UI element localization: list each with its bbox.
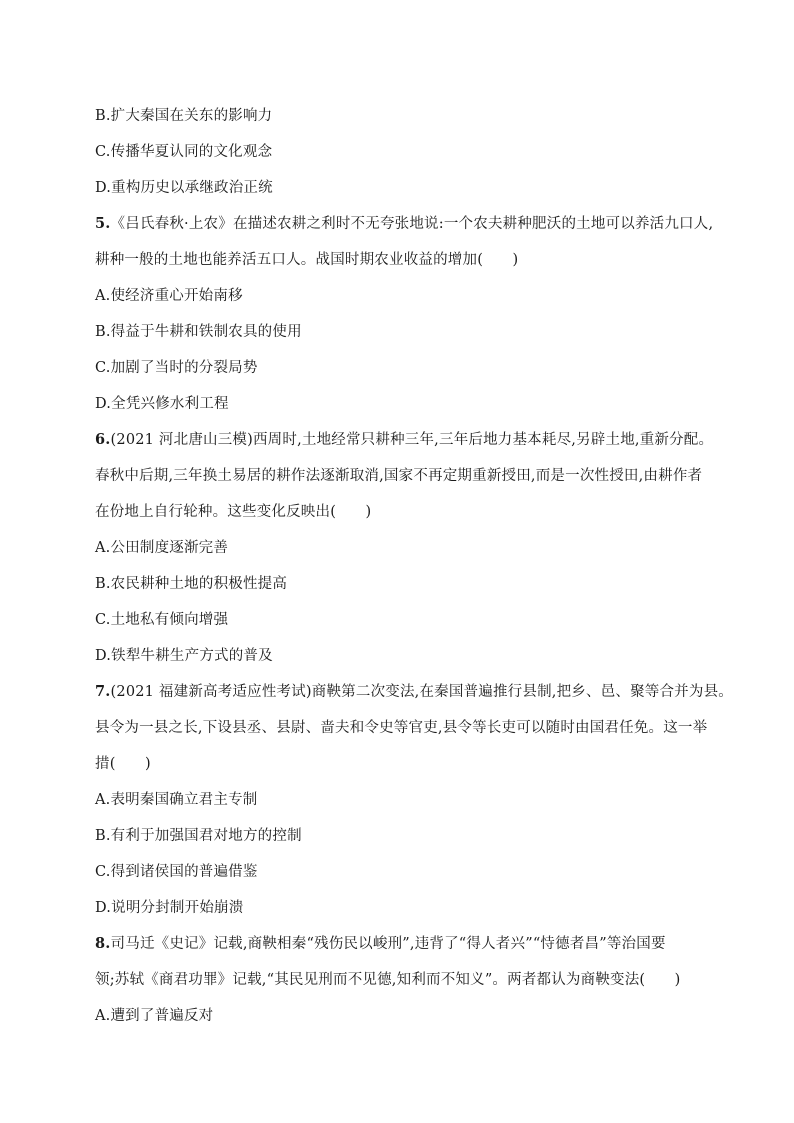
option-c-q6: C.土地私有倾向增强 [95, 612, 229, 628]
question-6-stem: 6.(2021 河北唐山三模)西周时,土地经常只耕种三年,三年后地力基本耗尽,另辟土地,重新分配。 [95, 431, 714, 448]
option-c-q7: C.得到诸侯国的普遍借鉴 [95, 864, 258, 880]
option-c-q4: C.传播华夏认同的文化观念 [95, 144, 273, 160]
option-b-q5: B.得益于牛耕和铁制农具的使用 [95, 324, 302, 340]
option-a-q7: A.表明秦国确立君主专制 [95, 792, 258, 808]
option-a-q5: A.使经济重心开始南移 [95, 288, 243, 304]
option-d-q5: D.全凭兴修水利工程 [95, 396, 229, 412]
option-a-q6: A.公田制度逐渐完善 [95, 540, 229, 556]
option-a-q8: A.遭到了普遍反对 [95, 1008, 214, 1024]
question-8-stem: 8.司马迁《史记》记载,商鞅相秦“残伤民以峻刑”,违背了“得人者兴”“恃德者昌”等治国要 [95, 935, 666, 952]
option-d-q6: D.铁犁牛耕生产方式的普及 [95, 648, 273, 664]
question-7-stem: 7.(2021 福建新高考适应性考试)商鞅第二次变法,在秦国普遍推行县制,把乡、邑、聚等合并为县。 [95, 683, 733, 700]
option-c-q5: C.加剧了当时的分裂局势 [95, 360, 258, 376]
option-d-q7: D.说明分封制开始崩溃 [95, 900, 244, 916]
question-5-stem: 5.《吕氏春秋·上农》在描述农耕之利时不无夸张地说:一个农夫耕种肥沃的土地可以养活九口人, [95, 215, 714, 232]
question-7-stem-cont: 县令为一县之长,下设县丞、县尉、啬夫和令史等官吏,县令等长吏可以随时由国君任免。这一举 [95, 720, 708, 736]
question-5-stem-cont: 耕种一般的土地也能养活五口人。战国时期农业收益的增加( ) [95, 252, 519, 268]
option-d-q4: D.重构历史以承继政治正统 [95, 180, 273, 196]
option-b-q7: B.有利于加强国君对地方的控制 [95, 828, 302, 844]
question-7-stem-cont: 措( ) [95, 756, 151, 772]
question-6-stem-cont: 春秋中后期,三年换土易居的耕作法逐渐取消,国家不再定期重新授田,而是一次性授田,由耕作者 [95, 468, 703, 484]
option-b-q4: B.扩大秦国在关东的影响力 [95, 108, 273, 124]
question-6-stem-cont: 在份地上自行轮种。这些变化反映出( ) [95, 504, 372, 520]
question-number: 7. [95, 683, 111, 700]
question-number: 8. [95, 935, 111, 952]
option-b-q6: B.农民耕种土地的积极性提高 [95, 576, 288, 592]
question-number: 6. [95, 431, 111, 448]
question-number: 5. [95, 215, 111, 232]
question-8-stem-cont: 领;苏轼《商君功罪》记载,“其民见刑而不见德,知利而不知义”。两者都认为商鞅变法( ) [95, 972, 681, 988]
